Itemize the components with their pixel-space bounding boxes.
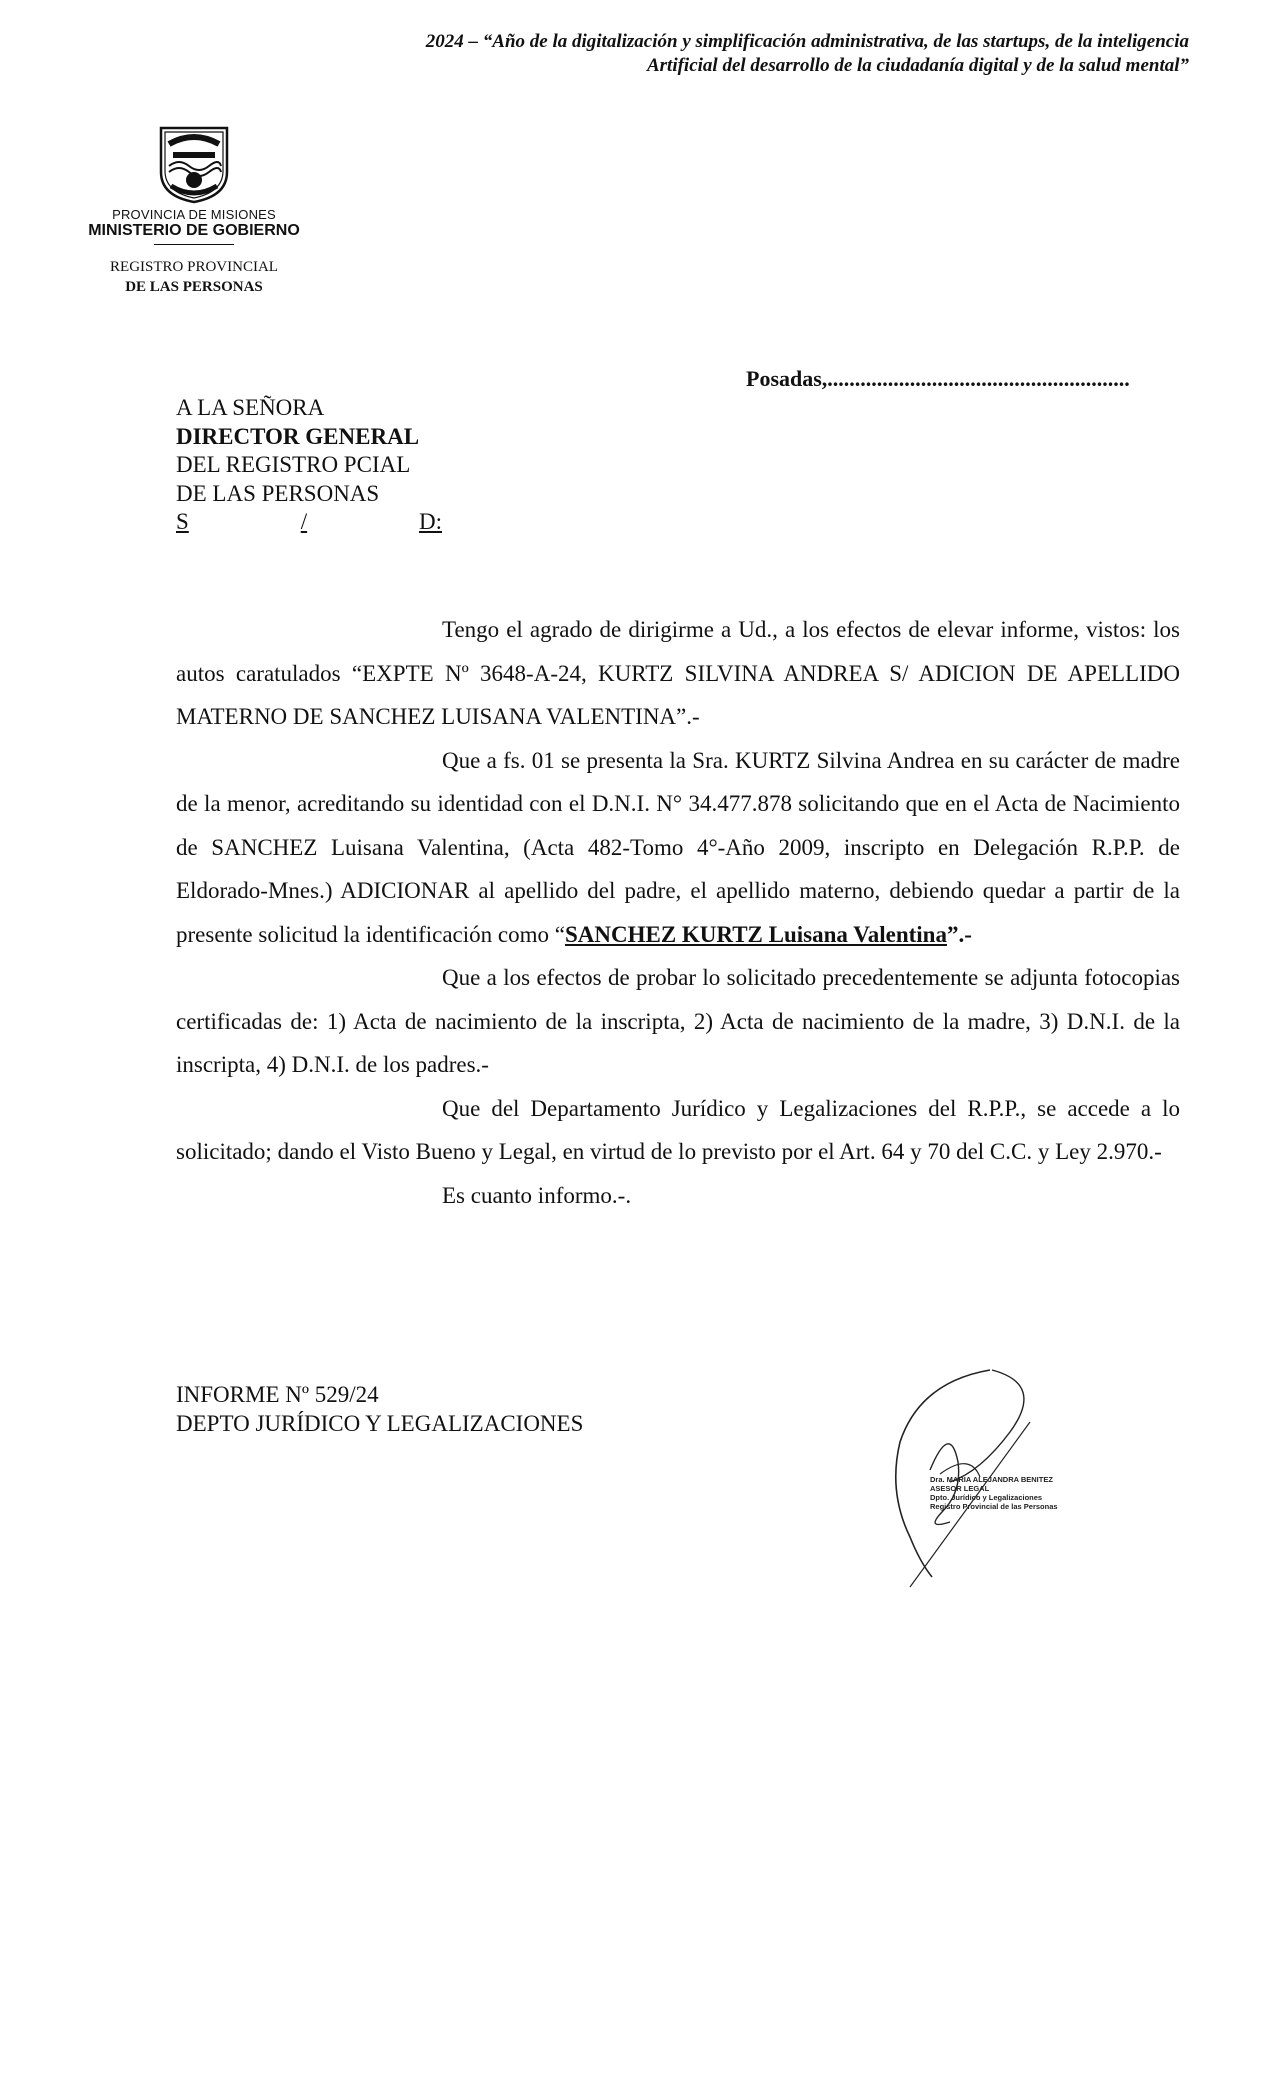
letterhead (64, 122, 324, 297)
provincial-seal-icon (155, 122, 233, 204)
letterhead-province: PROVINCIA DE MISIONES (112, 207, 276, 222)
signer-title: ASESOR LEGAL (930, 1484, 990, 1493)
motto-line-2: Artificial del desarrollo de la ciudadanía digital y de la salud mental” (646, 55, 1189, 76)
letterhead-registry-line-2: DE LAS PERSONAS (125, 279, 263, 295)
body-paragraph-3: Que a los efectos de probar lo solicitado precedentemente se adjunta fotocopias certificadas de: 1) Acta de nacimiento de la inscripta, 2) Acta de nacimiento de la madre, 3) D.N.I. de la inscripta, 4) D.N.I. de los padres.- (176, 965, 1180, 1077)
salutation-sd (176, 508, 442, 537)
signer-department: Dpto. Jurídico y Legalizaciones (930, 1493, 1043, 1502)
addressee-line-4: DE LAS PERSONAS (176, 480, 380, 506)
report-body (176, 608, 1180, 1217)
report-number: INFORME Nº 529/24 (176, 1382, 379, 1407)
place-date-line: Posadas,....................................................... (746, 366, 1130, 391)
signer-registry: Registro Provincial de las Personas (930, 1502, 1058, 1511)
letterhead-divider (154, 244, 234, 245)
body-paragraph-4: Que del Departamento Jurídico y Legalizaciones del R.P.P., se accede a lo solicitado; dando el Visto Bueno y Legal, en virtud de lo previsto por el Art. 64 y 70 del C.C. y Ley 2.970.- (176, 1095, 1180, 1164)
year-motto (209, 30, 1189, 78)
resulting-name: SANCHEZ KURTZ Luisana Valentina (564, 921, 947, 947)
sd-s: S (176, 509, 189, 534)
body-paragraph-5: Es cuanto informo.-. (442, 1182, 632, 1208)
letterhead-registry-line-1: REGISTRO PROVINCIAL (110, 259, 278, 275)
sd-d: D: (419, 509, 442, 534)
motto-line-1: 2024 – “Año de la digitalización y simplificación administrativa, de las startups, de la inteligencia (425, 31, 1189, 52)
signature-stamp (930, 1475, 1080, 1511)
paragraph-2-closing: ”.- (946, 921, 972, 947)
report-department: DEPTO JURÍDICO Y LEGALIZACIONES (176, 1410, 584, 1436)
addressee-line-2: DIRECTOR GENERAL (176, 423, 420, 449)
body-paragraph-2 (176, 739, 1180, 957)
addressee-line-3: DEL REGISTRO PCIAL (176, 452, 411, 477)
sd-slash: / (300, 509, 308, 534)
paragraph-2-open-quote: “ (554, 921, 565, 947)
signer-name: Dra. MARIA ALEJANDRA BENITEZ (930, 1475, 1053, 1484)
paragraph-2-text: Que a fs. 01 se presenta la Sra. KURTZ Silvina Andrea en su carácter de madre de la menor, acreditando su identidad con el D.N.I. N° 34.477.878 solicitando que en el Acta de Nacimiento de SANCHEZ Luisana Valentina, (Acta 482-Tomo 4°-Año 2009, inscripto en Delegación R.P.P. de Eldorado-Mnes.) ADICIONAR al apellido del padre, el apellido materno, debiendo quedar a partir de la presente solicitud la identificación como (176, 747, 1180, 947)
report-reference (176, 1381, 583, 1438)
letterhead-ministry: MINISTERIO DE GOBIERNO (88, 222, 300, 239)
addressee-line-1: A LA SEÑORA (176, 395, 325, 420)
body-paragraph-1: Tengo el agrado de dirigirme a Ud., a los efectos de elevar informe, vistos: los autos caratulados “EXPTE Nº 3648-A-24, KURTZ SILVINA ANDREA S/ ADICION DE APELLIDO MATERNO DE SANCHEZ LUISANA VALENTINA”.- (176, 617, 1180, 729)
addressee-block (176, 394, 442, 537)
